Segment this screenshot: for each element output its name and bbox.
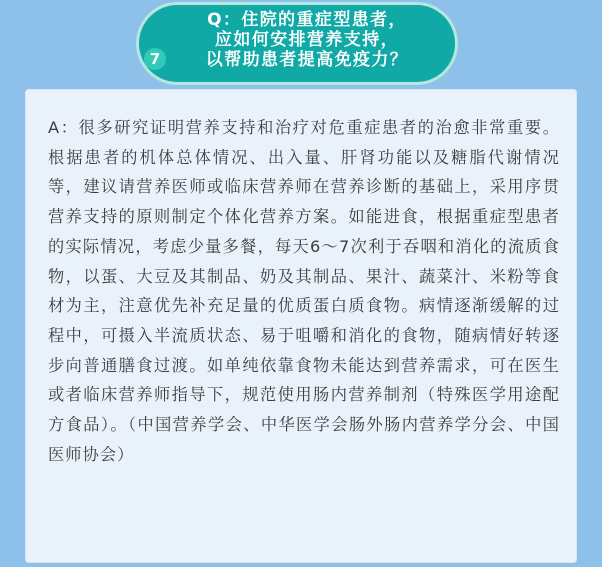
question-title <box>172 10 442 70</box>
answer-text: A：很多研究证明营养支持和治疗对危重症患者的治愈非常重要。根据患者的机体总体情况、出入量、肝肾功能以及糖脂代谢情况等，建议请营养医师或临床营养师在营养诊断的基础上，采用序贯营养支持的原则制定个体化营养方案。如能进食，根据重症型患者的实际情况，考虑少量多餐，每天6～7次利于吞咽和消化的流质食物，以蛋、大豆及其制品、奶及其制品、果汁、蔬菜汁、米粉等食材为主，注意优先补充足量的优质蛋白质食物。病情逐渐缓解的过程中，可摄入半流质状态、易于咀嚼和消化的食物，随病情好转逐步向普通膳食过渡。如单纯依靠食物未能达到营养需求，可在医生或者临床营养师指导下，规范使用肠内营养制剂（特殊医学用途配方食品）。（中国营养学会、中华医学会肠外肠内营养学分会、中国医师协会） <box>48 118 560 464</box>
question-line: 应如何安排营养支持， <box>215 30 399 50</box>
question-number-badge: 7 <box>144 48 166 70</box>
question-line: Q：住院的重症型患者， <box>207 10 407 30</box>
question-line: 以帮助患者提高免疫力？ <box>205 50 409 70</box>
